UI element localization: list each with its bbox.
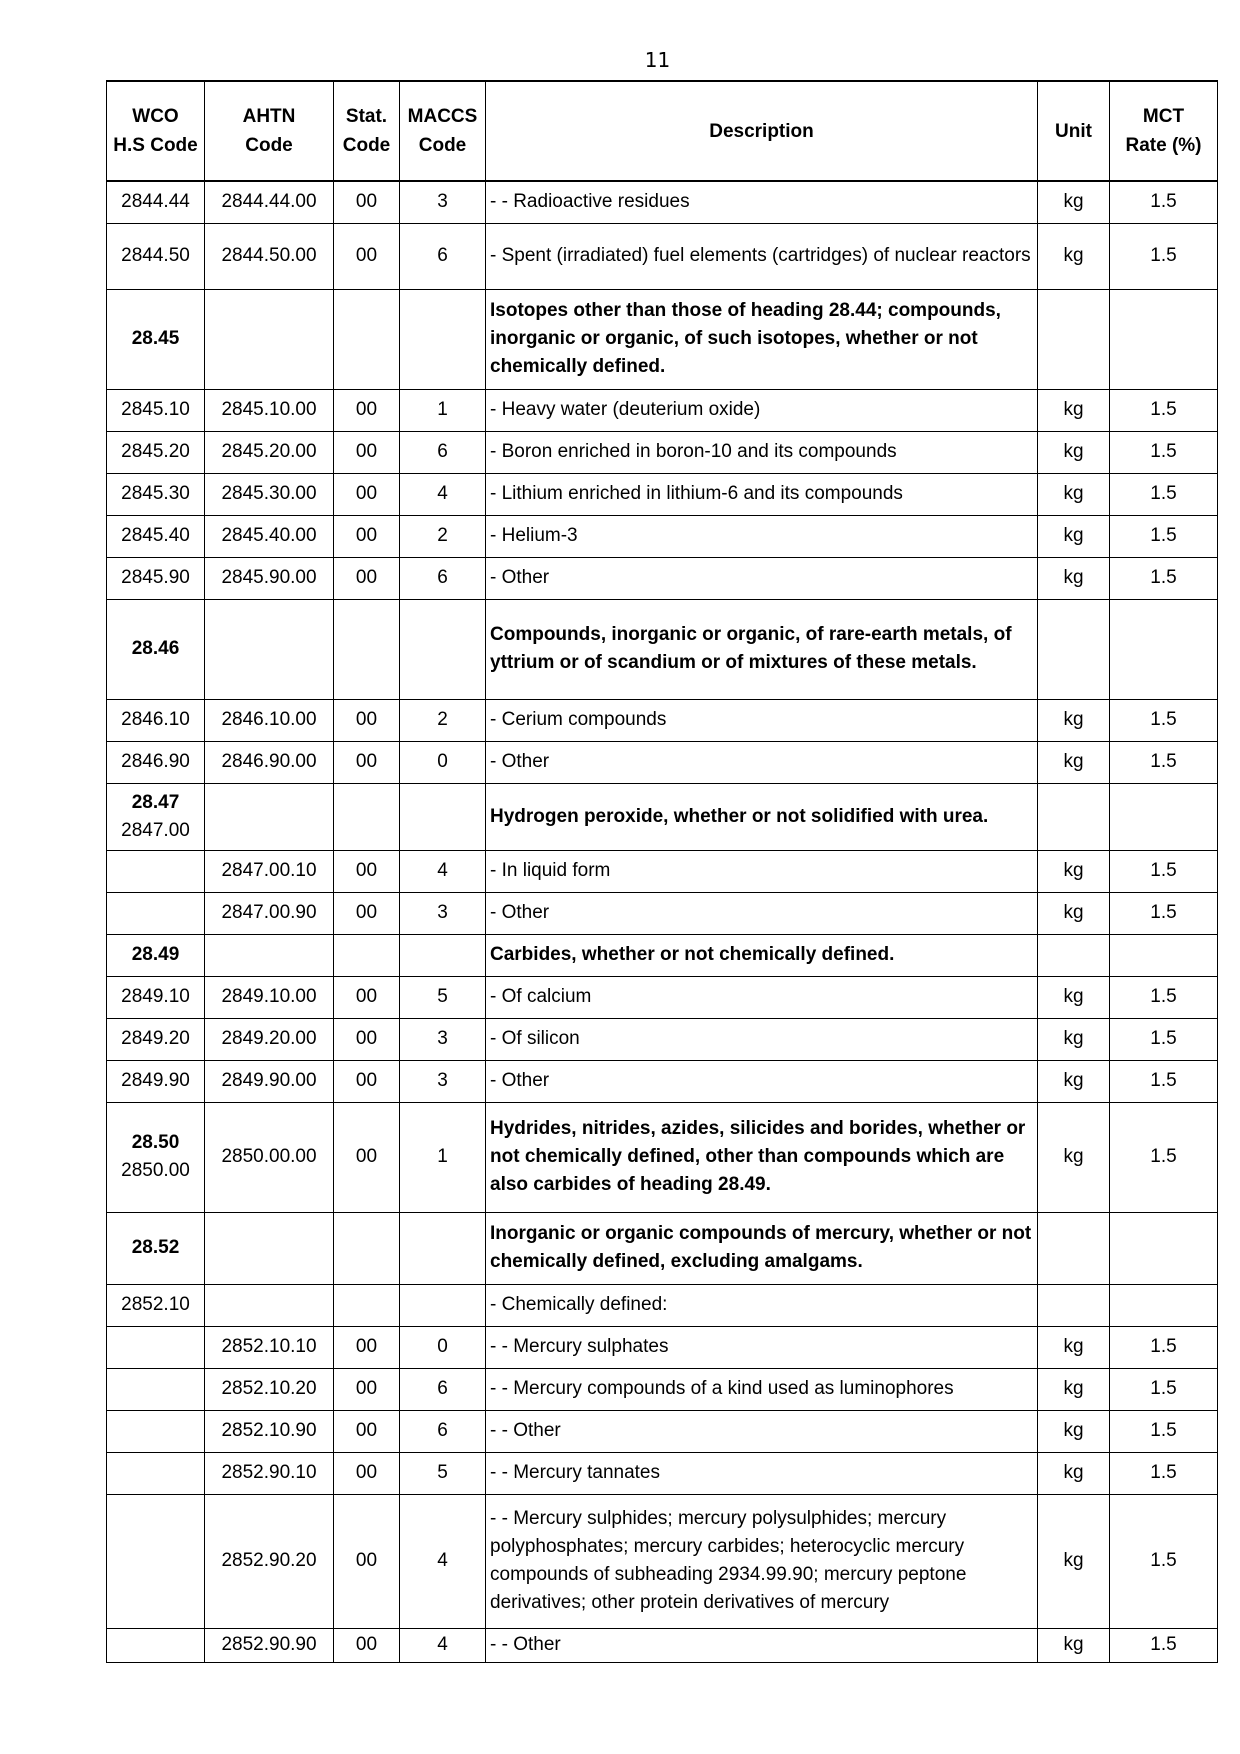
table-row [107, 389, 1218, 431]
header-line: Code [245, 135, 293, 156]
cell-mct-rate: 1.5 [1110, 1494, 1218, 1628]
cell-mct-rate: 1.5 [1110, 850, 1218, 892]
table-row [107, 892, 1218, 934]
wco-code: 2844.44 [121, 191, 190, 213]
cell-stat-code: 00 [334, 1102, 400, 1212]
wco-code: 2849.10 [121, 986, 190, 1007]
cell-wco-hs-code [107, 1212, 205, 1284]
table-row [107, 431, 1218, 473]
cell-unit: kg [1038, 892, 1110, 934]
cell-unit [1038, 934, 1110, 976]
cell-ahtn-code: 2845.40.00 [205, 515, 334, 557]
cell-unit: kg [1038, 389, 1110, 431]
cell-maccs-code [400, 1212, 486, 1284]
cell-ahtn-code: 2845.20.00 [205, 431, 334, 473]
cell-maccs-code: 3 [400, 1060, 486, 1102]
cell-description: - Lithium enriched in lithium-6 and its compounds [486, 473, 1038, 515]
cell-description: - Of calcium [486, 976, 1038, 1018]
cell-maccs-code: 1 [400, 1102, 486, 1212]
wco-code: 2846.90 [121, 751, 190, 772]
cell-unit: kg [1038, 1452, 1110, 1494]
header-line: Stat. [345, 106, 388, 127]
cell-mct-rate: 1.5 [1110, 892, 1218, 934]
header-unit [1038, 81, 1110, 181]
cell-stat-code: 00 [334, 515, 400, 557]
cell-ahtn-code: 2844.44.00 [205, 181, 334, 223]
cell-mct-rate: 1.5 [1110, 473, 1218, 515]
cell-ahtn-code: 2849.10.00 [205, 976, 334, 1018]
cell-wco-hs-code [107, 892, 205, 934]
cell-unit: kg [1038, 1102, 1110, 1212]
cell-ahtn-code: 2850.00.00 [205, 1102, 334, 1212]
cell-mct-rate [1110, 783, 1218, 850]
wco-code: 28.52 [131, 1237, 180, 1258]
wco-code: 2845.10 [121, 399, 190, 420]
cell-description: - - Mercury compounds of a kind used as luminophores [486, 1368, 1038, 1410]
cell-wco-hs-code [107, 431, 205, 473]
table-row [107, 741, 1218, 783]
wco-code: 2844.50 [121, 245, 190, 266]
table-row [107, 557, 1218, 599]
cell-mct-rate: 1.5 [1110, 1102, 1218, 1212]
cell-maccs-code: 0 [400, 741, 486, 783]
header-maccs-code [400, 81, 486, 181]
cell-wco-hs-code [107, 1452, 205, 1494]
cell-maccs-code: 1 [400, 389, 486, 431]
cell-wco-hs-code [107, 1368, 205, 1410]
header-line: MACCS [407, 106, 478, 127]
cell-unit: kg [1038, 1326, 1110, 1368]
cell-wco-hs-code [107, 181, 205, 223]
cell-unit: kg [1038, 1368, 1110, 1410]
cell-wco-hs-code [107, 976, 205, 1018]
cell-ahtn-code [205, 1212, 334, 1284]
cell-ahtn-code: 2852.10.20 [205, 1368, 334, 1410]
cell-unit [1038, 783, 1110, 850]
cell-stat-code: 00 [334, 1368, 400, 1410]
header-line: Unit [1055, 120, 1092, 142]
cell-ahtn-code: 2845.30.00 [205, 473, 334, 515]
cell-mct-rate: 1.5 [1110, 741, 1218, 783]
cell-description: - - Mercury sulphates [486, 1326, 1038, 1368]
cell-stat-code: 00 [334, 389, 400, 431]
cell-maccs-code [400, 599, 486, 699]
cell-maccs-code: 4 [400, 850, 486, 892]
wco-code: 2845.40 [121, 525, 190, 546]
cell-description: Compounds, inorganic or organic, of rare-earth metals, of yttrium or of scandium or of mixtures of these metals. [486, 599, 1038, 699]
cell-stat-code [334, 599, 400, 699]
cell-description: - Chemically defined: [486, 1284, 1038, 1326]
cell-description: Carbides, whether or not chemically defined. [486, 934, 1038, 976]
cell-maccs-code: 6 [400, 1410, 486, 1452]
cell-unit [1038, 289, 1110, 389]
header-line: Code [418, 135, 467, 156]
cell-maccs-code: 6 [400, 223, 486, 289]
cell-unit: kg [1038, 699, 1110, 741]
cell-unit: kg [1038, 1628, 1110, 1662]
cell-description: - Other [486, 1060, 1038, 1102]
header-wco-hs-code [107, 81, 205, 181]
cell-description: - Helium-3 [486, 515, 1038, 557]
cell-wco-hs-code [107, 389, 205, 431]
table-row [107, 599, 1218, 699]
cell-maccs-code: 2 [400, 699, 486, 741]
cell-mct-rate: 1.5 [1110, 699, 1218, 741]
cell-mct-rate: 1.5 [1110, 181, 1218, 223]
cell-maccs-code: 3 [400, 1018, 486, 1060]
cell-stat-code: 00 [334, 1628, 400, 1662]
cell-ahtn-code [205, 1284, 334, 1326]
cell-mct-rate [1110, 1284, 1218, 1326]
cell-wco-hs-code [107, 473, 205, 515]
cell-maccs-code: 3 [400, 181, 486, 223]
cell-wco-hs-code [107, 1494, 205, 1628]
cell-ahtn-code [205, 934, 334, 976]
cell-mct-rate [1110, 289, 1218, 389]
cell-maccs-code [400, 289, 486, 389]
cell-ahtn-code: 2847.00.10 [205, 850, 334, 892]
cell-description: - Other [486, 741, 1038, 783]
cell-ahtn-code: 2846.10.00 [205, 699, 334, 741]
wco-code: 2852.10 [121, 1294, 190, 1315]
header-line: MCT [1142, 106, 1185, 127]
cell-stat-code: 00 [334, 1326, 400, 1368]
wco-code: 2849.20 [121, 1028, 190, 1049]
cell-ahtn-code [205, 599, 334, 699]
cell-unit: kg [1038, 976, 1110, 1018]
cell-description: - - Mercury tannates [486, 1452, 1038, 1494]
cell-mct-rate: 1.5 [1110, 223, 1218, 289]
table-row [107, 1212, 1218, 1284]
cell-mct-rate: 1.5 [1110, 1628, 1218, 1662]
cell-maccs-code: 3 [400, 892, 486, 934]
cell-wco-hs-code [107, 289, 205, 389]
cell-unit: kg [1038, 741, 1110, 783]
cell-ahtn-code: 2852.90.90 [205, 1628, 334, 1662]
cell-ahtn-code: 2846.90.00 [205, 741, 334, 783]
cell-description: - In liquid form [486, 850, 1038, 892]
cell-mct-rate [1110, 599, 1218, 699]
cell-stat-code [334, 783, 400, 850]
cell-unit: kg [1038, 1410, 1110, 1452]
cell-maccs-code: 6 [400, 431, 486, 473]
cell-description: - - Other [486, 1628, 1038, 1662]
cell-description: - Boron enriched in boron-10 and its compounds [486, 431, 1038, 473]
cell-wco-hs-code [107, 1018, 205, 1060]
header-line: H.S Code [113, 135, 198, 156]
header-ahtn-code [205, 81, 334, 181]
cell-wco-hs-code [107, 783, 205, 850]
cell-stat-code: 00 [334, 1060, 400, 1102]
cell-ahtn-code: 2845.90.00 [205, 557, 334, 599]
table-row [107, 850, 1218, 892]
cell-stat-code: 00 [334, 976, 400, 1018]
cell-stat-code [334, 289, 400, 389]
cell-stat-code: 00 [334, 741, 400, 783]
table-row [107, 1018, 1218, 1060]
cell-wco-hs-code [107, 515, 205, 557]
cell-description: - Cerium compounds [486, 699, 1038, 741]
table-row [107, 1284, 1218, 1326]
table-row [107, 1494, 1218, 1628]
cell-wco-hs-code [107, 599, 205, 699]
cell-unit [1038, 599, 1110, 699]
cell-unit: kg [1038, 1494, 1110, 1628]
table-row [107, 1326, 1218, 1368]
cell-stat-code: 00 [334, 1018, 400, 1060]
cell-description: Inorganic or organic compounds of mercury, whether or not chemically defined, excluding amalgams. [486, 1212, 1038, 1284]
cell-wco-hs-code [107, 1410, 205, 1452]
cell-maccs-code: 0 [400, 1326, 486, 1368]
cell-description: - Heavy water (deuterium oxide) [486, 389, 1038, 431]
cell-maccs-code: 5 [400, 1452, 486, 1494]
cell-ahtn-code: 2849.90.00 [205, 1060, 334, 1102]
cell-unit: kg [1038, 181, 1110, 223]
cell-wco-hs-code [107, 1102, 205, 1212]
cell-ahtn-code: 2847.00.90 [205, 892, 334, 934]
header-line: Description [709, 120, 814, 142]
cell-unit: kg [1038, 515, 1110, 557]
cell-ahtn-code: 2845.10.00 [205, 389, 334, 431]
cell-mct-rate: 1.5 [1110, 557, 1218, 599]
cell-unit: kg [1038, 557, 1110, 599]
cell-maccs-code: 4 [400, 473, 486, 515]
cell-description: - - Radioactive residues [486, 181, 1038, 223]
page-number: 11 [644, 48, 671, 72]
cell-ahtn-code: 2844.50.00 [205, 223, 334, 289]
header-line: Code [342, 135, 391, 156]
wco-code: 2846.10 [121, 709, 190, 730]
cell-stat-code: 00 [334, 223, 400, 289]
wco-code: 28.47 [131, 791, 180, 813]
wco-subcode: 2850.00 [121, 1160, 190, 1181]
cell-wco-hs-code [107, 699, 205, 741]
cell-wco-hs-code [107, 1628, 205, 1662]
cell-maccs-code: 4 [400, 1494, 486, 1628]
wco-code: 28.49 [131, 944, 180, 965]
cell-wco-hs-code [107, 1284, 205, 1326]
wco-code: 2845.20 [121, 441, 190, 462]
cell-unit: kg [1038, 223, 1110, 289]
cell-mct-rate: 1.5 [1110, 431, 1218, 473]
table-row [107, 783, 1218, 850]
cell-wco-hs-code [107, 741, 205, 783]
table-row [107, 699, 1218, 741]
wco-code: 28.45 [131, 328, 180, 349]
table-row [107, 181, 1218, 223]
cell-description: - Spent (irradiated) fuel elements (cartridges) of nuclear reactors [486, 223, 1038, 289]
cell-description: - - Mercury sulphides; mercury polysulphides; mercury polyphosphates; mercury carbides; heterocyclic mercury compounds of subheading 2934.99.90; mercury peptone derivatives; other protein derivatives of mercury [486, 1494, 1038, 1628]
cell-ahtn-code: 2849.20.00 [205, 1018, 334, 1060]
cell-ahtn-code: 2852.90.20 [205, 1494, 334, 1628]
cell-maccs-code: 6 [400, 1368, 486, 1410]
cell-mct-rate: 1.5 [1110, 1368, 1218, 1410]
cell-mct-rate: 1.5 [1110, 1410, 1218, 1452]
header-stat-code [334, 81, 400, 181]
cell-stat-code: 00 [334, 1452, 400, 1494]
cell-mct-rate: 1.5 [1110, 389, 1218, 431]
table-row [107, 515, 1218, 557]
cell-unit: kg [1038, 1018, 1110, 1060]
table-row [107, 223, 1218, 289]
cell-maccs-code [400, 783, 486, 850]
table-header-row [107, 81, 1218, 181]
table-row [107, 1368, 1218, 1410]
cell-unit: kg [1038, 1060, 1110, 1102]
cell-maccs-code: 2 [400, 515, 486, 557]
header-line: Rate (%) [1125, 135, 1202, 156]
cell-maccs-code: 5 [400, 976, 486, 1018]
cell-unit [1038, 1212, 1110, 1284]
cell-maccs-code [400, 934, 486, 976]
wco-subcode: 2847.00 [121, 819, 190, 841]
cell-maccs-code: 4 [400, 1628, 486, 1662]
cell-description: - Other [486, 557, 1038, 599]
header-line: AHTN [242, 106, 296, 127]
table-row [107, 1060, 1218, 1102]
cell-stat-code: 00 [334, 431, 400, 473]
cell-stat-code [334, 1284, 400, 1326]
table-row [107, 289, 1218, 389]
cell-unit: kg [1038, 431, 1110, 473]
cell-ahtn-code [205, 783, 334, 850]
wco-code: 2845.90 [121, 567, 190, 588]
cell-wco-hs-code [107, 223, 205, 289]
cell-wco-hs-code [107, 1060, 205, 1102]
wco-code: 2849.90 [121, 1070, 190, 1091]
table-row [107, 473, 1218, 515]
cell-description: Hydrides, nitrides, azides, silicides and borides, whether or not chemically defined, other than compounds which are also carbides of heading 28.49. [486, 1102, 1038, 1212]
cell-stat-code: 00 [334, 699, 400, 741]
cell-stat-code: 00 [334, 473, 400, 515]
cell-mct-rate [1110, 1212, 1218, 1284]
cell-description: Hydrogen peroxide, whether or not solidified with urea. [486, 783, 1038, 850]
header-mct-rate [1110, 81, 1218, 181]
cell-mct-rate: 1.5 [1110, 1452, 1218, 1494]
cell-stat-code: 00 [334, 181, 400, 223]
cell-mct-rate: 1.5 [1110, 1060, 1218, 1102]
table-row [107, 1628, 1218, 1662]
cell-unit: kg [1038, 473, 1110, 515]
cell-ahtn-code [205, 289, 334, 389]
tariff-table [106, 80, 1218, 1663]
cell-unit: kg [1038, 850, 1110, 892]
cell-ahtn-code: 2852.10.90 [205, 1410, 334, 1452]
cell-wco-hs-code [107, 934, 205, 976]
table-row [107, 934, 1218, 976]
cell-stat-code: 00 [334, 892, 400, 934]
cell-description: - Other [486, 892, 1038, 934]
cell-mct-rate: 1.5 [1110, 1326, 1218, 1368]
cell-wco-hs-code [107, 557, 205, 599]
header-description [486, 81, 1038, 181]
cell-stat-code: 00 [334, 850, 400, 892]
table-body [107, 181, 1218, 1662]
cell-stat-code [334, 934, 400, 976]
cell-description: Isotopes other than those of heading 28.44; compounds, inorganic or organic, of such isotopes, whether or not chemically defined. [486, 289, 1038, 389]
cell-maccs-code: 6 [400, 557, 486, 599]
cell-maccs-code [400, 1284, 486, 1326]
cell-description: - - Other [486, 1410, 1038, 1452]
cell-description: - Of silicon [486, 1018, 1038, 1060]
header-line: WCO [132, 106, 179, 127]
cell-unit [1038, 1284, 1110, 1326]
wco-code: 2845.30 [121, 483, 190, 504]
table-row [107, 976, 1218, 1018]
cell-mct-rate: 1.5 [1110, 976, 1218, 1018]
cell-wco-hs-code [107, 1326, 205, 1368]
cell-mct-rate: 1.5 [1110, 1018, 1218, 1060]
table-row [107, 1102, 1218, 1212]
cell-ahtn-code: 2852.10.10 [205, 1326, 334, 1368]
cell-stat-code: 00 [334, 1494, 400, 1628]
cell-stat-code: 00 [334, 1410, 400, 1452]
table-row [107, 1410, 1218, 1452]
cell-wco-hs-code [107, 850, 205, 892]
cell-stat-code: 00 [334, 557, 400, 599]
table-row [107, 1452, 1218, 1494]
wco-code: 28.46 [131, 638, 180, 659]
cell-mct-rate: 1.5 [1110, 515, 1218, 557]
cell-mct-rate [1110, 934, 1218, 976]
wco-code: 28.50 [131, 1132, 180, 1153]
cell-ahtn-code: 2852.90.10 [205, 1452, 334, 1494]
cell-stat-code [334, 1212, 400, 1284]
